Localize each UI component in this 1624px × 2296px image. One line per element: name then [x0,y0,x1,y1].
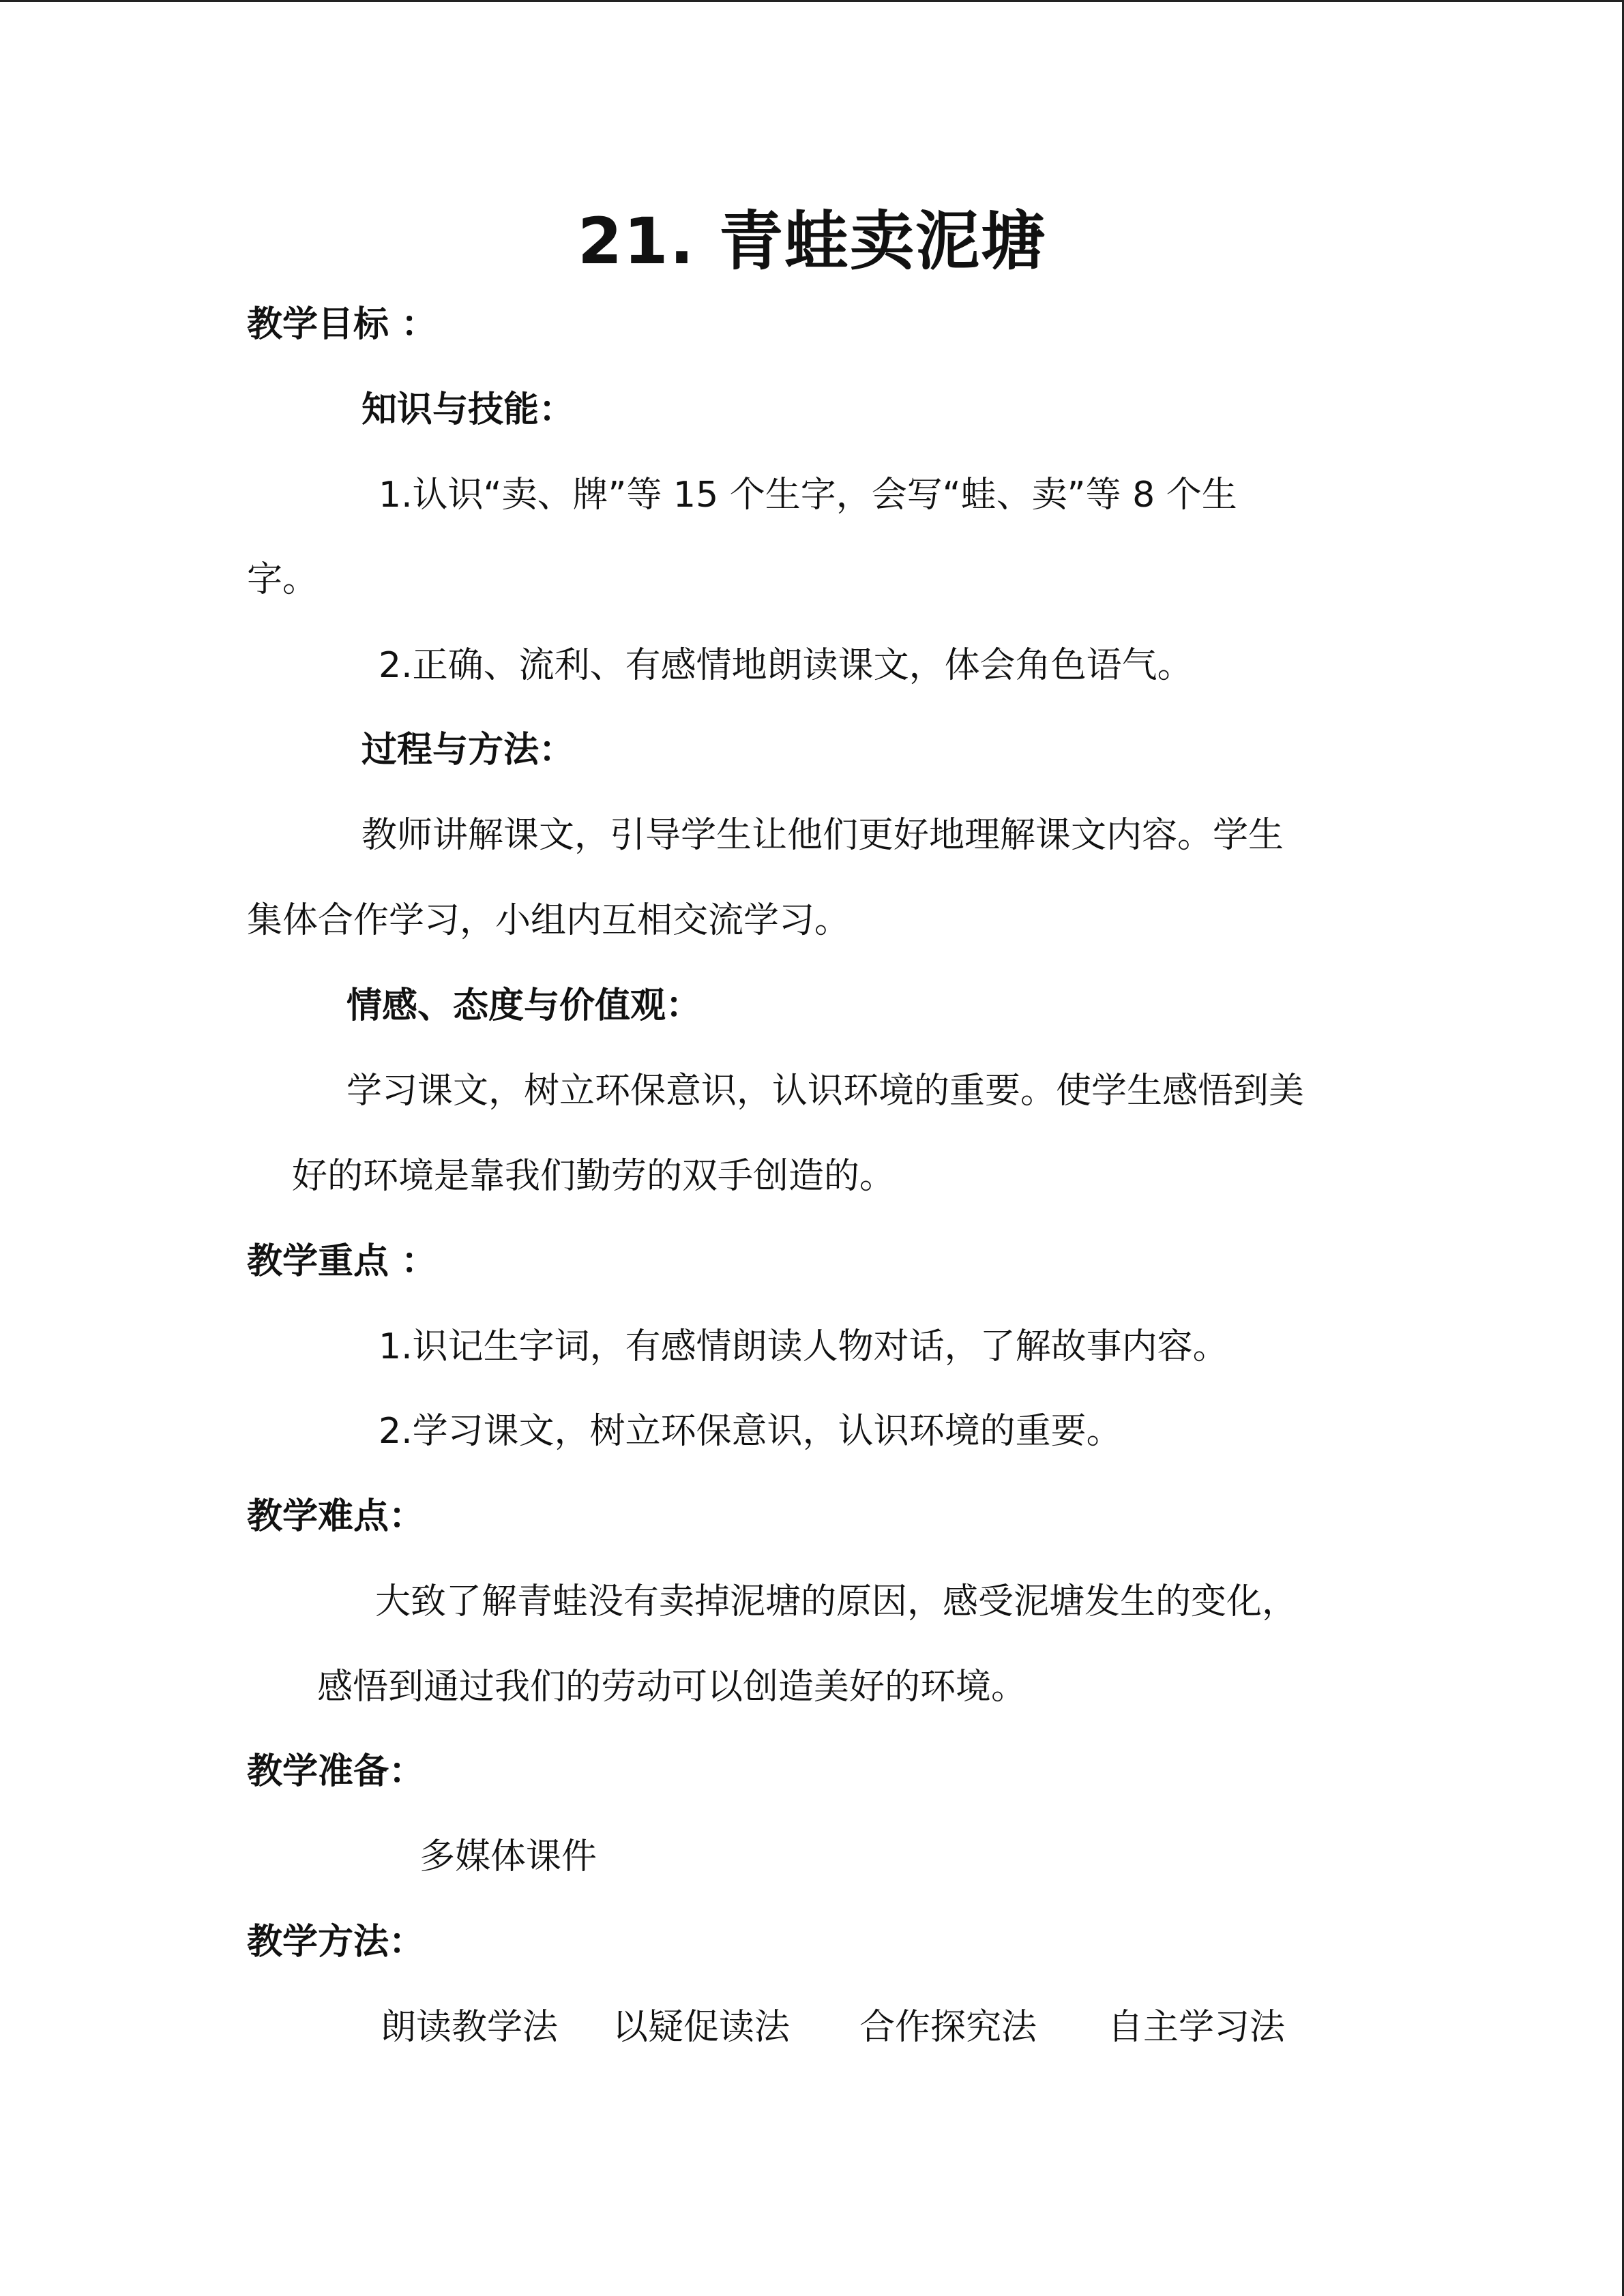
emotion-heading: 情感、态度与价值观： [346,985,702,1026]
process-line-2: 集体合作学习，小组内互相交流学习。 [247,900,851,941]
knowledge-item-2: 2.正确、流利、有感情地朗读课文，体会角色语气。 [379,645,1193,686]
knowledge-item-1-line2: 字。 [247,559,319,600]
knowledge-item-1-line1: 1.认识“卖、牌”等 15 个生字，会写“蛙、卖”等 8 个生 [379,475,1237,516]
process-line-1: 教师讲解课文，引导学生让他们更好地理解课文内容。学生 [361,815,1284,856]
key-point-1: 1.识记生字词，有感情朗读人物对话，了解故事内容。 [379,1326,1228,1367]
method-item: 以疑促读法 [612,2007,791,2048]
preparation-content: 多媒体课件 [419,1836,597,1877]
difficulties-heading: 教学难点： [247,1496,425,1537]
method-item: 朗读教学法 [381,2007,559,2048]
page-top-border [0,0,1624,2]
process-heading: 过程与方法： [361,730,575,771]
knowledge-heading: 知识与技能： [361,389,575,430]
emotion-line-2: 好的环境是靠我们勤劳的双手创造的。 [292,1156,896,1197]
methods-heading: 教学方法： [247,1922,425,1963]
difficulties-line-1: 大致了解青蛙没有卖掉泥塘的原因，感受泥塘发生的变化， [375,1581,1298,1622]
page-title: 21. 青蛙卖泥塘 [577,205,1047,279]
objectives-heading: 教学目标 ： [247,304,437,345]
difficulties-line-2: 感悟到通过我们的劳动可以创造美好的环境。 [317,1667,1027,1708]
key-points-heading: 教学重点 ： [247,1241,437,1282]
key-point-2: 2.学习课文，树立环保意识，认识环境的重要。 [379,1411,1122,1452]
emotion-line-1: 学习课文，树立环保意识，认识环境的重要。使学生感悟到美 [346,1071,1305,1112]
method-item: 合作探究法 [859,2007,1037,2048]
method-item: 自主学习法 [1108,2007,1286,2048]
preparation-heading: 教学准备： [247,1751,425,1792]
